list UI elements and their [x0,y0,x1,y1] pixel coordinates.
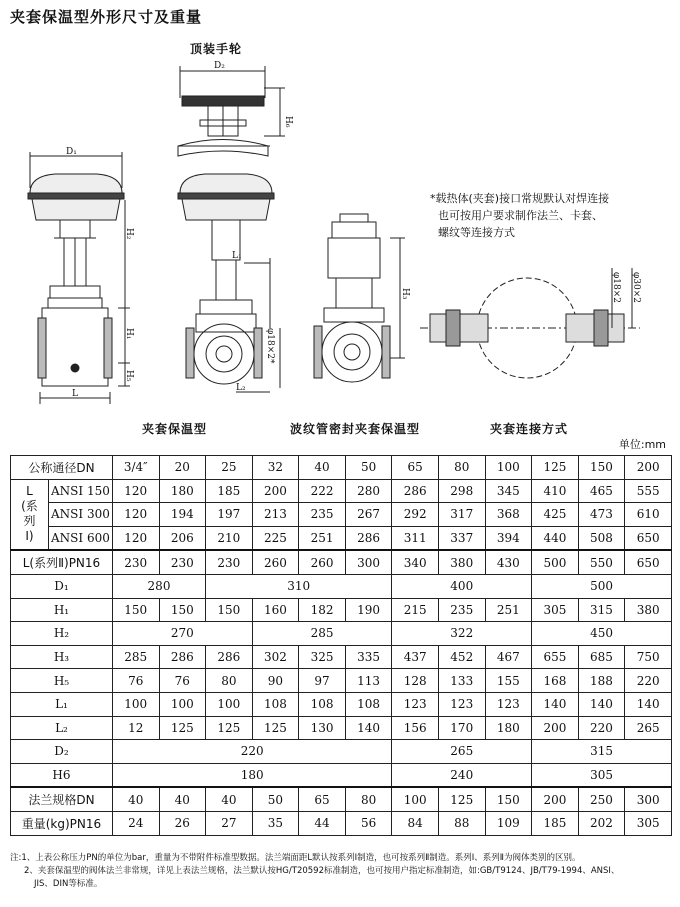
table-cell: 337 [438,526,485,550]
table-cell: 286 [392,479,439,503]
table-cell: 311 [392,526,439,550]
table-cell: 150 [578,456,625,480]
table-cell: 182 [299,598,346,622]
table-cell: 76 [159,669,206,693]
label-h6: H6 [11,763,113,787]
table-cell: 120 [112,526,159,550]
row-ansi150 [11,479,672,503]
table-cell: 368 [485,503,532,527]
caption-bellows: 波纹管密封夹套保温型 [290,422,421,436]
page-title: 夹套保温型外形尺寸及重量 [10,8,203,26]
table-cell: 200 [625,456,672,480]
dim-h2: H₂ [124,228,134,240]
label-weight: 重量(kg)PN16 [11,811,113,835]
table-cell: 156 [392,716,439,740]
table-cell: 200 [532,716,579,740]
table-cell: 317 [438,503,485,527]
table-cell: 610 [625,503,672,527]
table-cell: 230 [206,550,253,574]
table-cell: 286 [345,526,392,550]
table-cell: 300 [345,550,392,574]
table-cell: 270 [112,622,252,646]
table-cell: 230 [159,550,206,574]
table-cell: 305 [532,598,579,622]
table-cell: 12 [112,716,159,740]
footnote-1: 注:1、上表公称压力PN的单位为bar，重量为不带附件标准型数据。法兰端面距L默认按系列Ⅰ制造，也可按系列Ⅱ制造。系列Ⅰ、系列Ⅱ为阀体类别的区别。 [10,853,581,863]
dim-h3: H₃ [400,288,410,300]
label-dn: 公称通径DN [11,456,113,480]
dim-h5: H₅ [124,370,134,382]
table-cell: 235 [438,598,485,622]
table-cell: 555 [625,479,672,503]
footnote-2: 2、夹套保温型的阀体法兰非常规，详见上表法兰规格，法兰默认按HG/T20592标准制造，也可按用户指定标准制造，如:GB/T9124、JB/T79-1994、ANSI、 [24,866,620,876]
label-l-series2: L(系列Ⅱ)PN16 [11,550,113,574]
table-cell: 160 [252,598,299,622]
table-cell: 206 [159,526,206,550]
label-ansi300: ANSI 300 [48,503,112,527]
dim-l1: L₁ [232,251,242,261]
table-cell: 210 [206,526,253,550]
table-cell: 40 [299,456,346,480]
dim-d2: D₂ [214,61,225,71]
table-cell: 425 [532,503,579,527]
table-cell: 65 [299,787,346,811]
table-cell: 430 [485,550,532,574]
row-h5 [11,669,672,693]
table-cell: 285 [112,645,159,669]
table-cell: 50 [252,787,299,811]
table-cell: 125 [206,716,253,740]
row-l1 [11,692,672,716]
table-cell: 140 [532,692,579,716]
table-cell: 550 [578,550,625,574]
table-cell: 220 [578,716,625,740]
table-cell: 26 [159,811,206,835]
table-cell: 655 [532,645,579,669]
table-cell: 200 [252,479,299,503]
table-cell: 222 [299,479,346,503]
dim-l: L [72,389,78,399]
row-d2 [11,740,672,764]
table-cell: 65 [392,456,439,480]
table-cell: 120 [112,479,159,503]
table-cell: 44 [299,811,346,835]
table-cell: 315 [578,598,625,622]
table-cell: 40 [159,787,206,811]
table-cell: 125 [159,716,206,740]
table-cell: 251 [485,598,532,622]
table-cell: 27 [206,811,253,835]
table-cell: 140 [625,692,672,716]
table-cell: 213 [252,503,299,527]
footnote-3: JIS、DIN等标准。 [34,879,103,889]
table-cell: 140 [578,692,625,716]
table-cell: 100 [112,692,159,716]
dim-phi30: φ30×2 [631,272,641,304]
table-cell: 202 [578,811,625,835]
table-cell: 650 [625,526,672,550]
row-h3 [11,645,672,669]
table-cell: 80 [438,456,485,480]
label-d2: D₂ [11,740,113,764]
dim-phi18b: φ18×2 [611,272,621,304]
table-cell: 394 [485,526,532,550]
table-cell: 100 [485,456,532,480]
table-cell: 120 [112,503,159,527]
table-cell: 100 [159,692,206,716]
row-dn [11,456,672,480]
dimension-table [10,455,672,836]
table-cell: 123 [438,692,485,716]
table-cell: 400 [392,574,532,598]
table-cell: 25 [206,456,253,480]
table-cell: 150 [159,598,206,622]
table-cell: 300 [625,787,672,811]
table-cell: 322 [392,622,532,646]
table-cell: 170 [438,716,485,740]
table-cell: 185 [206,479,253,503]
table-cell: 133 [438,669,485,693]
table-cell: 76 [112,669,159,693]
row-weight [11,811,672,835]
connection-note-line: 也可按用户要求制作法兰、卡套、 [438,209,603,222]
row-d1 [11,574,672,598]
table-cell: 230 [112,550,159,574]
table-cell: 500 [532,574,672,598]
table-cell: 440 [532,526,579,550]
table-cell: 280 [345,479,392,503]
caption-connection: 夹套连接方式 [490,422,569,436]
table-cell: 108 [345,692,392,716]
label-ansi600: ANSI 600 [48,526,112,550]
table-cell: 325 [299,645,346,669]
table-cell: 473 [578,503,625,527]
table-cell: 410 [532,479,579,503]
technical-drawing [0,28,680,448]
table-cell: 108 [252,692,299,716]
table-cell: 56 [345,811,392,835]
bellows-valve [314,214,405,382]
table-cell: 180 [112,763,391,787]
top-handwheel-view [178,66,285,156]
label-h3: H₃ [11,645,113,669]
label-d1: D₁ [11,574,113,598]
table-cell: 109 [485,811,532,835]
table-cell: 220 [112,740,391,764]
table-cell: 650 [625,550,672,574]
table-cell: 285 [252,622,392,646]
table-cell: 335 [345,645,392,669]
unit-label: 单位:mm [618,438,666,451]
jacket-valve-left [28,152,130,404]
table-cell: 180 [159,479,206,503]
connection-note-line: *载热体(夹套)接口常规默认对焊连接 [430,192,610,205]
label-l1: L₁ [11,692,113,716]
table-cell: 380 [438,550,485,574]
table-cell: 298 [438,479,485,503]
row-ansi300 [11,503,672,527]
table-cell: 140 [345,716,392,740]
table-cell: 84 [392,811,439,835]
table-cell: 150 [485,787,532,811]
table-cell: 215 [392,598,439,622]
row-h1 [11,598,672,622]
table-cell: 750 [625,645,672,669]
table-cell: 267 [345,503,392,527]
table-cell: 35 [252,811,299,835]
table-cell: 40 [206,787,253,811]
table-cell: 437 [392,645,439,669]
table-cell: 240 [392,763,532,787]
table-cell: 465 [578,479,625,503]
table-cell: 80 [345,787,392,811]
label-l-series1: L (系 列 Ⅰ) [11,479,49,550]
table-cell: 88 [438,811,485,835]
row-l2 [11,716,672,740]
table-cell: 188 [578,669,625,693]
table-cell: 380 [625,598,672,622]
table-cell: 286 [159,645,206,669]
label-flange: 法兰规格DN [11,787,113,811]
table-cell: 185 [532,811,579,835]
table-cell: 125 [438,787,485,811]
dim-l2: L₂ [236,383,246,393]
label-h2: H₂ [11,622,113,646]
table-cell: 302 [252,645,299,669]
table-cell: 225 [252,526,299,550]
table-cell: 80 [206,669,253,693]
label-l2: L₂ [11,716,113,740]
table-cell: 194 [159,503,206,527]
table-cell: 508 [578,526,625,550]
table-cell: 125 [252,716,299,740]
table-cell: 286 [206,645,253,669]
table-cell: 345 [485,479,532,503]
table-cell: 265 [625,716,672,740]
table-cell: 97 [299,669,346,693]
table-cell: 3/4″ [112,456,159,480]
dim-h1: H₁ [124,328,134,340]
table-cell: 685 [578,645,625,669]
row-l-series2 [11,550,672,574]
table-cell: 123 [392,692,439,716]
table-cell: 197 [206,503,253,527]
row-ansi600 [11,526,672,550]
table-cell: 305 [625,811,672,835]
table-cell: 40 [112,787,159,811]
footnotes [10,852,675,891]
table-cell: 500 [532,550,579,574]
table-cell: 265 [392,740,532,764]
label-h5: H₅ [11,669,113,693]
table-cell: 305 [532,763,672,787]
table-cell: 452 [438,645,485,669]
table-cell: 125 [532,456,579,480]
table-cell: 180 [485,716,532,740]
table-cell: 220 [625,669,672,693]
table-cell: 128 [392,669,439,693]
table-cell: 32 [252,456,299,480]
table-cell: 108 [299,692,346,716]
jacket-connection-view [420,268,640,378]
table-cell: 100 [392,787,439,811]
row-h2 [11,622,672,646]
table-cell: 251 [299,526,346,550]
table-cell: 467 [485,645,532,669]
table-cell: 20 [159,456,206,480]
table-cell: 130 [299,716,346,740]
table-cell: 100 [206,692,253,716]
table-cell: 450 [532,622,672,646]
row-flange [11,787,672,811]
table-cell: 250 [578,787,625,811]
label-ansi150: ANSI 150 [48,479,112,503]
table-cell: 90 [252,669,299,693]
table-cell: 315 [532,740,672,764]
dim-h6: H₆ [283,116,293,128]
jacket-valve-middle [178,174,280,392]
table-cell: 310 [206,574,392,598]
table-cell: 340 [392,550,439,574]
table-cell: 113 [345,669,392,693]
dim-phi18: φ18×2* [265,328,275,364]
table-cell: 200 [532,787,579,811]
caption-jacket: 夹套保温型 [142,422,208,436]
table-cell: 168 [532,669,579,693]
connection-note-line: 螺纹等连接方式 [438,226,515,239]
connection-note [430,190,609,241]
table-cell: 292 [392,503,439,527]
table-cell: 280 [112,574,205,598]
table-cell: 235 [299,503,346,527]
row-h6 [11,763,672,787]
table-cell: 50 [345,456,392,480]
label-h1: H₁ [11,598,113,622]
table-cell: 190 [345,598,392,622]
table-cell: 150 [206,598,253,622]
table-cell: 260 [299,550,346,574]
table-cell: 24 [112,811,159,835]
table-cell: 150 [112,598,159,622]
top-handwheel-label: 顶装手轮 [190,42,243,56]
table-cell: 123 [485,692,532,716]
dim-d1: D₁ [66,147,77,157]
table-cell: 155 [485,669,532,693]
table-cell: 260 [252,550,299,574]
